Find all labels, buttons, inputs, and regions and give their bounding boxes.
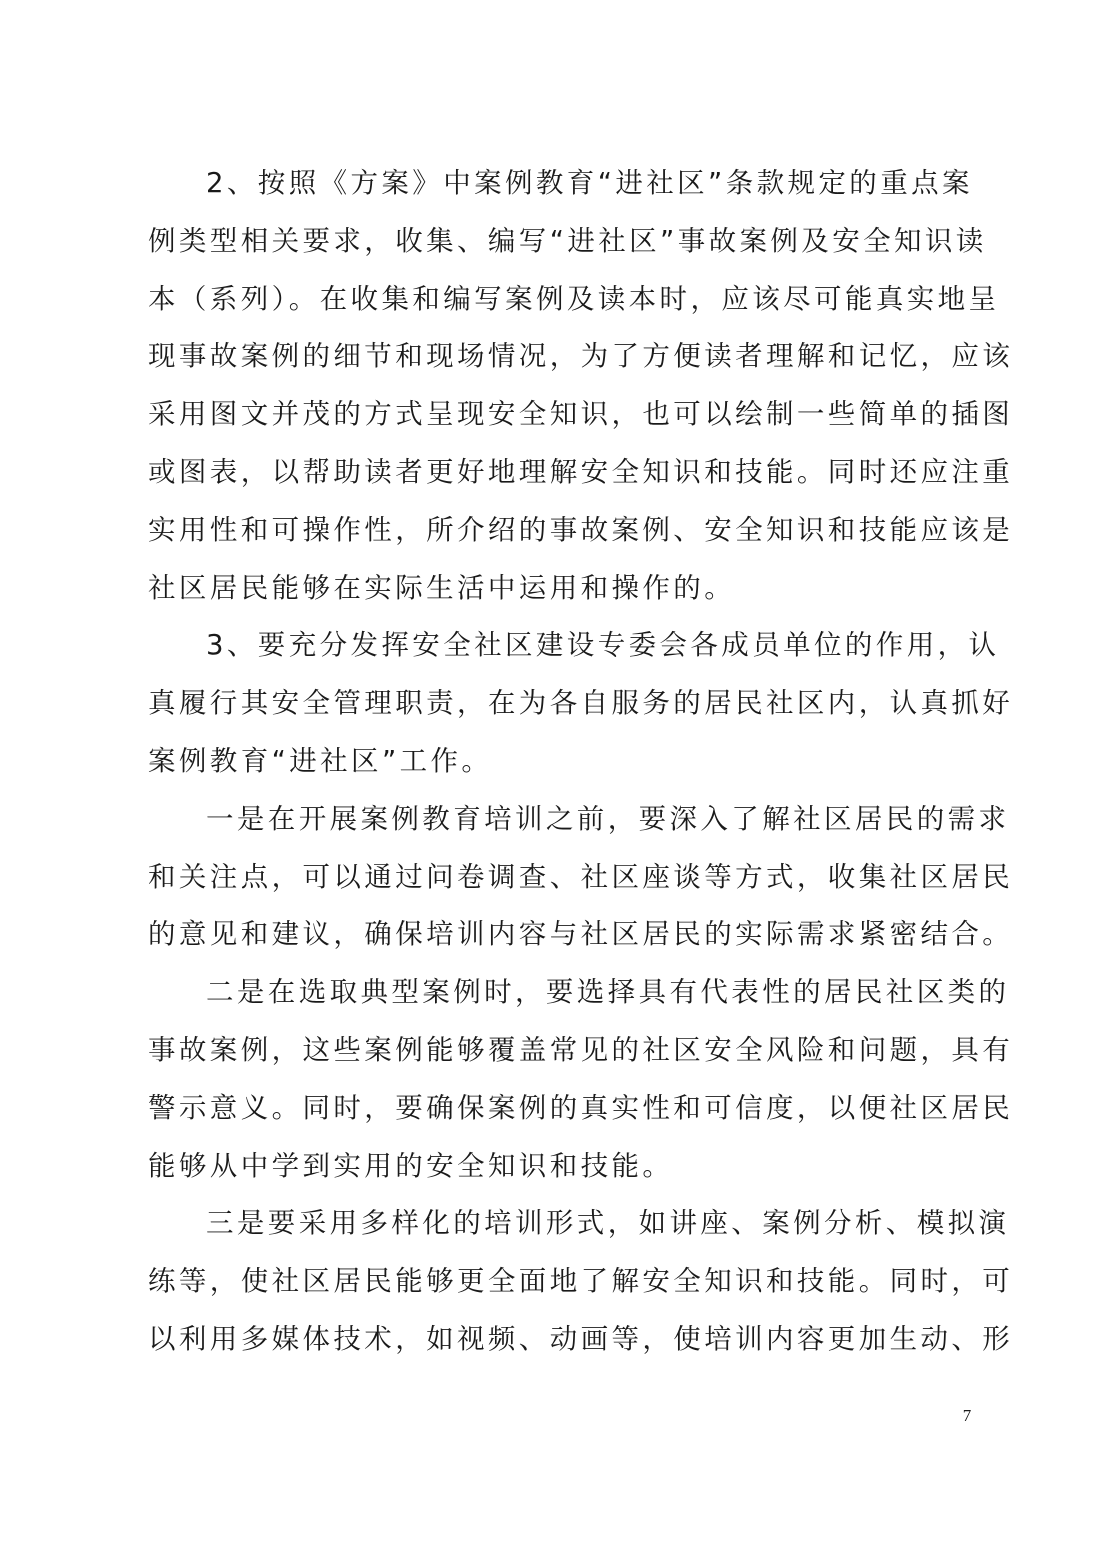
paragraph-line: 三是要采用多样化的培训形式，如讲座、案例分析、模拟演 [206,1207,1010,1240]
paragraph-line: 例类型相关要求，收集、编写“进社区”事故案例及安全知识读 [148,224,987,257]
paragraph-line: 实用性和可操作性，所介绍的事故案例、安全知识和技能应该是 [148,513,1014,546]
page-number: 7 [962,1406,972,1425]
paragraph-line: 事故案例，这些案例能够覆盖常见的社区安全风险和问题，具有 [148,1033,1014,1066]
paragraph-point-two [148,964,1014,1195]
paragraph-line: 案例教育“进社区”工作。 [148,744,493,777]
paragraph-line: 或图表，以帮助读者更好地理解安全知识和技能。同时还应注重 [148,455,1014,488]
paragraph-line: 本（系列）。在收集和编写案例及读本时，应该尽可能真实地呈 [148,282,1000,315]
paragraph-line: 2、按照《方案》中案例教育“进社区”条款规定的重点案 [206,167,973,199]
paragraph-line: 能够从中学到实用的安全知识和技能。 [148,1149,674,1182]
paragraph-line: 和关注点，可以通过问卷调查、社区座谈等方式，收集社区居民 [148,860,1014,893]
paragraph-line: 真履行其安全管理职责，在为各自服务的居民社区内，认真抓好 [148,687,1014,720]
paragraph-line: 的意见和建议，确保培训内容与社区居民的实际需求紧密结合。 [148,918,1014,951]
paragraph-line: 现事故案例的细节和现场情况，为了方便读者理解和记忆，应该 [148,340,1014,373]
paragraph-line: 一是在开展案例教育培训之前，要深入了解社区居民的需求 [206,802,1010,835]
paragraph-point-one [148,791,1014,964]
paragraph-line: 社区居民能够在实际生活中运用和操作的。 [148,571,736,604]
paragraph-line: 练等，使社区居民能够更全面地了解安全知识和技能。同时，可 [148,1265,1014,1298]
paragraph-line: 以利用多媒体技术，如视频、动画等，使培训内容更加生动、形 [148,1322,1014,1355]
paragraph-line: 警示意义。同时，要确保案例的真实性和可信度，以便社区居民 [148,1091,1014,1124]
paragraph-case-collection [148,155,1014,617]
body-text [148,155,1014,1369]
paragraph-committee-role [148,617,1014,790]
paragraph-point-three [148,1195,1014,1368]
paragraph-line: 3、要充分发挥安全社区建设专委会各成员单位的作用，认 [206,629,1000,662]
paragraph-line: 采用图文并茂的方式呈现安全知识，也可以绘制一些简单的插图 [148,398,1014,431]
paragraph-line: 二是在选取典型案例时，要选择具有代表性的居民社区类的 [206,976,1010,1009]
